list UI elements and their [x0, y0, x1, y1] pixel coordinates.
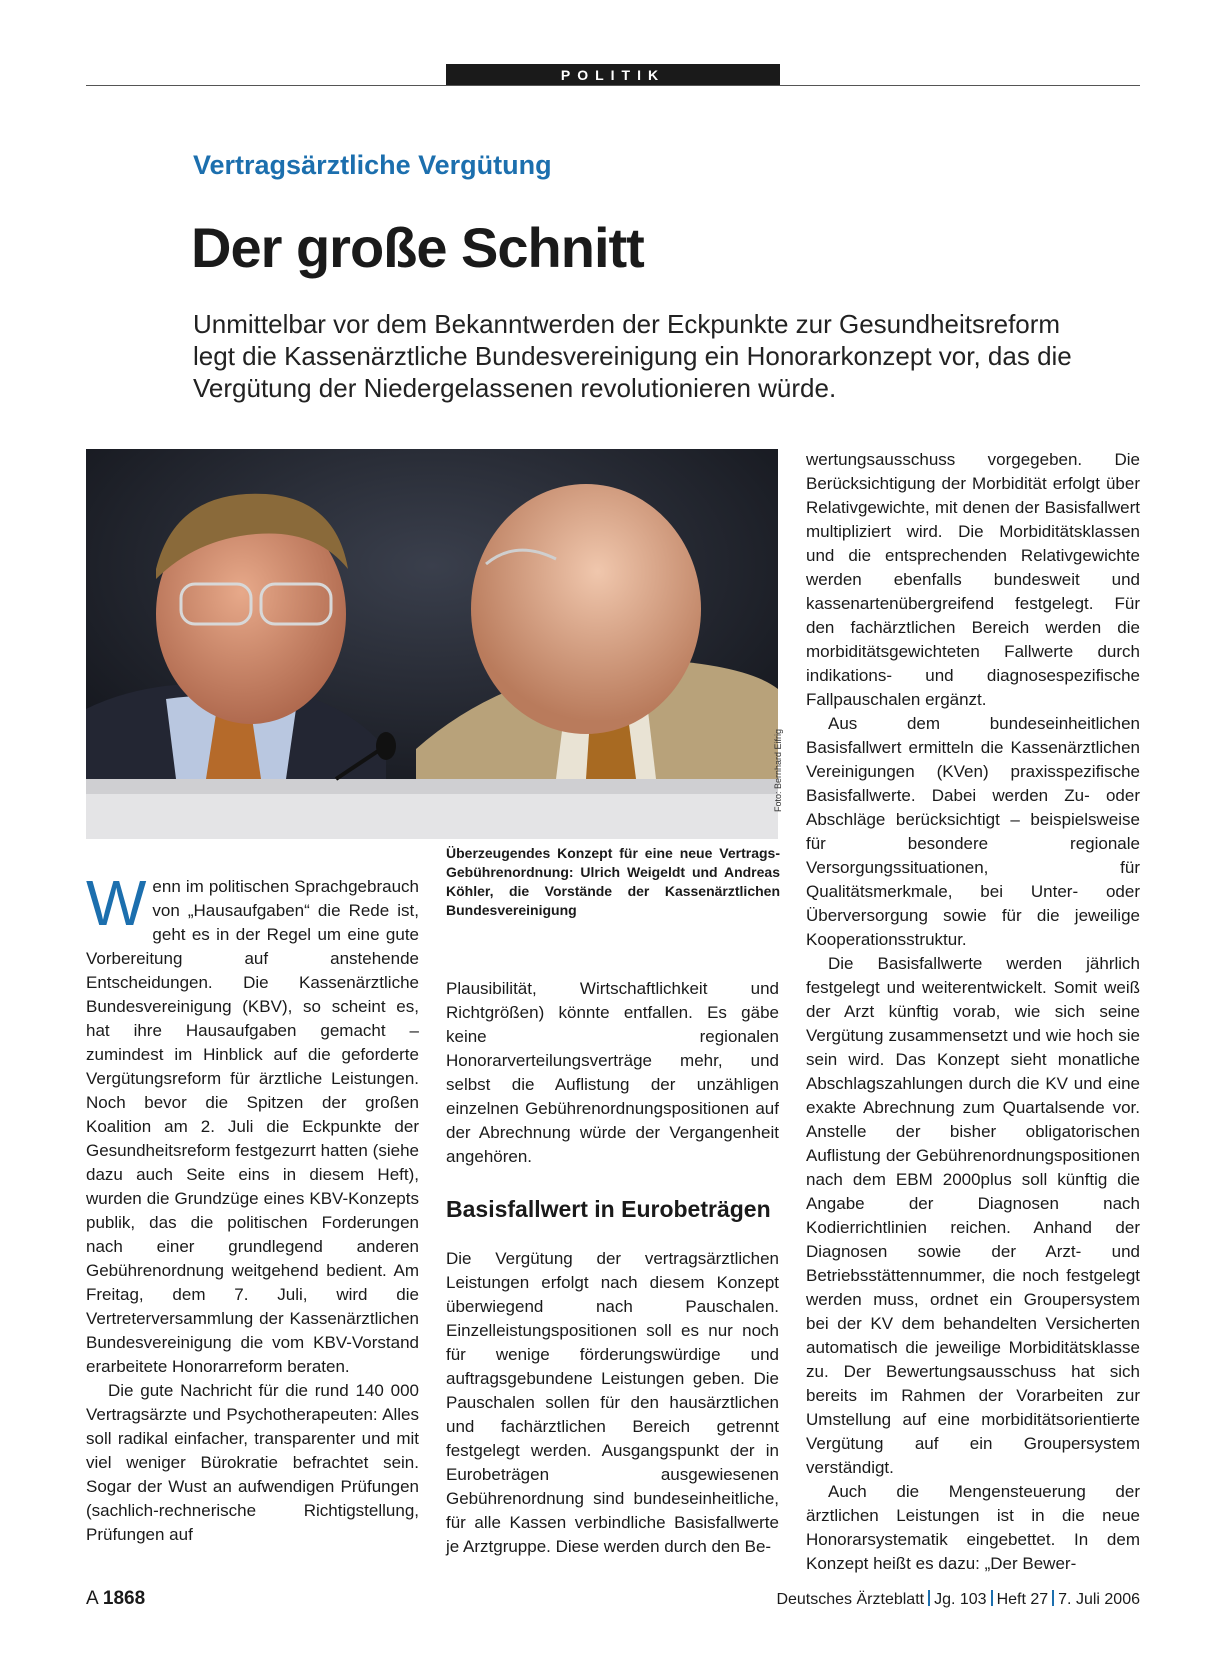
paragraph: Plausibilität, Wirtschaftlichkeit und Richtgrößen) könnte entfallen. Es gäbe keine regionalen Honorarverteilungsverträge mehr, und selbst die Auflistung der unzähligen einzelnen Gebührenordnungspositionen auf der Abrechnung würde der Vergangenheit angehören.	[446, 979, 779, 1166]
article-kicker: Vertragsärztliche Vergütung	[193, 150, 552, 180]
journal-issue: Heft 27	[996, 1591, 1049, 1608]
separator	[991, 1590, 993, 1606]
separator	[1052, 1590, 1054, 1606]
header-rule	[86, 85, 1140, 86]
paragraph-text: enn im politischen Sprachgebrauch von „Hausaufgaben“ die Rede ist, geht es in der Regel um eine gute Vorbereitung auf anstehende Entscheidungen. Die Kassenärztliche Bundesvereinigung (KBV), so scheint es, hat ihre Hausaufgaben gemacht – zumindest im Hinblick auf die geforderte Vergütungsreform für ärztliche Leistungen. Noch bevor die Spitzen der großen Koalition am 2. Juli die Eckpunkte der Gesundheitsreform festgezurrt hatten (siehe dazu auch Seite eins in diesem Heft), wurden die Grundzüge eines KBV-Konzepts publik, das die politischen Forderungen nach einer grundlegend anderen Gebührenordnung weitgehend bedient. Am Freitag, dem 7. Juli, wird die Vertreterversammlung der Kassenärztlichen Bundesvereinigung die vom KBV-Vorstand erarbeitete Honorarreform beraten.	[86, 877, 419, 1376]
journal-footer	[776, 1590, 1140, 1609]
text-column-1	[86, 867, 419, 1547]
paragraph: Die gute Nachricht für die rund 140 000 Vertragsärzte und Psychotherapeuten: Alles soll radikal einfacher, transparenter und mit viel weniger Bürokratie befrachtet sein. Sogar der Wust an aufwendigen Prüfungen (sachlich-rechnerische Richtigstellung, Prüfungen auf	[86, 1381, 419, 1544]
paragraph: wertungsausschuss vorgegeben. Die Berücksichtigung der Morbidität erfolgt über Relativgewichte, mit denen der Basisfallwert multipliziert wird. Die Morbiditätsklassen und die entsprechenden Relativgewichte werden ebenfalls bundesweit und kassenartenübergreifend festgelegt. Für den fachärztlichen Bereich werden die morbiditätsgewichteten Fallwerte durch indikations- und diagnosespezifische Fallpauschalen ergänzt.	[806, 450, 1140, 709]
journal-date: 7. Juli 2006	[1058, 1591, 1140, 1608]
page-number	[86, 1588, 145, 1610]
text-column-2	[446, 977, 779, 1559]
paragraph: Aus dem bundeseinheitlichen Basisfallwert ermitteln die Kassenärztlichen Vereinigungen (KVen) praxisspezifische Basisfallwerte. Dabei werden Zu- oder Abschläge berücksichtigt – beispielsweise für besondere regionale Versorgungssituationen, für Qualitätsmerkmale, bei Unter- oder Überversorgung sowie für die jeweilige Kooperationsstruktur.	[806, 714, 1140, 949]
page-prefix: A	[86, 1588, 98, 1609]
photo-caption: Überzeugendes Konzept für eine neue Vertrags-Gebührenordnung: Ulrich Weigeldt und Andreas Köhler, die Vorstände der Kassenärztlichen Bundesvereinigung	[446, 845, 780, 918]
photo-illustration	[86, 449, 778, 839]
section-subhead: Basisfallwert in Eurobeträgen	[446, 1196, 771, 1222]
article-photo	[86, 449, 778, 839]
section-label: POLITIK	[446, 64, 780, 86]
paragraph	[86, 867, 419, 1379]
drop-cap: W	[86, 867, 147, 939]
photo-credit: Foto: Bernhard Eifrig	[773, 728, 783, 812]
paragraph: Die Basisfallwerte werden jährlich festgelegt und weiterentwickelt. Somit weiß der Arzt künftig vorab, wie sich seine Vergütung zusammensetzt und wie hoch sie sein wird. Das Konzept sieht monatliche Abschlagszahlungen durch die KV und eine exakte Abrechnung zum Quartalsende vor. Anstelle der bisher obligatorischen Auflistung der Gebührenordnungspositionen nach dem EBM 2000plus soll künftig die Angabe der Diagnosen nach Kodierrichtlinien reichen. Anhand der Diagnosen sowie der Arzt- und Betriebsstättennummer, die noch festgelegt werden muss, ordnet ein Groupersystem bei der KV dem behandelten Versicherten automatisch die jeweilige Morbiditätsklasse zu. Der Bewertungsausschuss hat sich bereits im Rahmen der Vorarbeiten zur Umstellung auf eine morbiditätsorientierte Vergütung auf ein Groupersystem verständigt.	[806, 954, 1140, 1477]
text-column-3	[806, 448, 1140, 1576]
page-number-value: 1868	[102, 1588, 146, 1609]
paragraph: Auch die Mengensteuerung der ärztlichen Leistungen ist in die neue Honorarsystematik eingebettet. In dem Konzept heißt es dazu: „Der Bewer-	[806, 1482, 1140, 1573]
article-lead: Unmittelbar vor dem Bekanntwerden der Eckpunkte zur Gesundheitsreform legt die Kassenärztliche Bundesvereinigung ein Honorarkonzept vor, das die Vergütung der Niedergelassenen revolutionieren würde.	[193, 309, 1072, 403]
journal-name: Deutsches Ärzteblatt	[776, 1591, 925, 1608]
paragraph: Die Vergütung der vertragsärztlichen Leistungen erfolgt nach diesem Konzept überwiegend nach Pauschalen. Einzelleistungspositionen soll es nur noch für wenige förderungswürdige und auftragsgebundene Leistungen geben. Die Pauschalen sollen für den hausärztlichen und fachärztlichen Bereich getrennt festgelegt werden. Ausgangspunkt der in Eurobeträgen ausgewiesenen Gebührenordnung sind bundeseinheitliche, für alle Kassen verbindliche Basisfallwerte je Arztgruppe. Diese werden durch den Be-	[446, 1249, 779, 1556]
article-headline: Der große Schnitt	[191, 216, 644, 279]
separator	[928, 1590, 930, 1606]
journal-volume: Jg. 103	[934, 1591, 987, 1608]
